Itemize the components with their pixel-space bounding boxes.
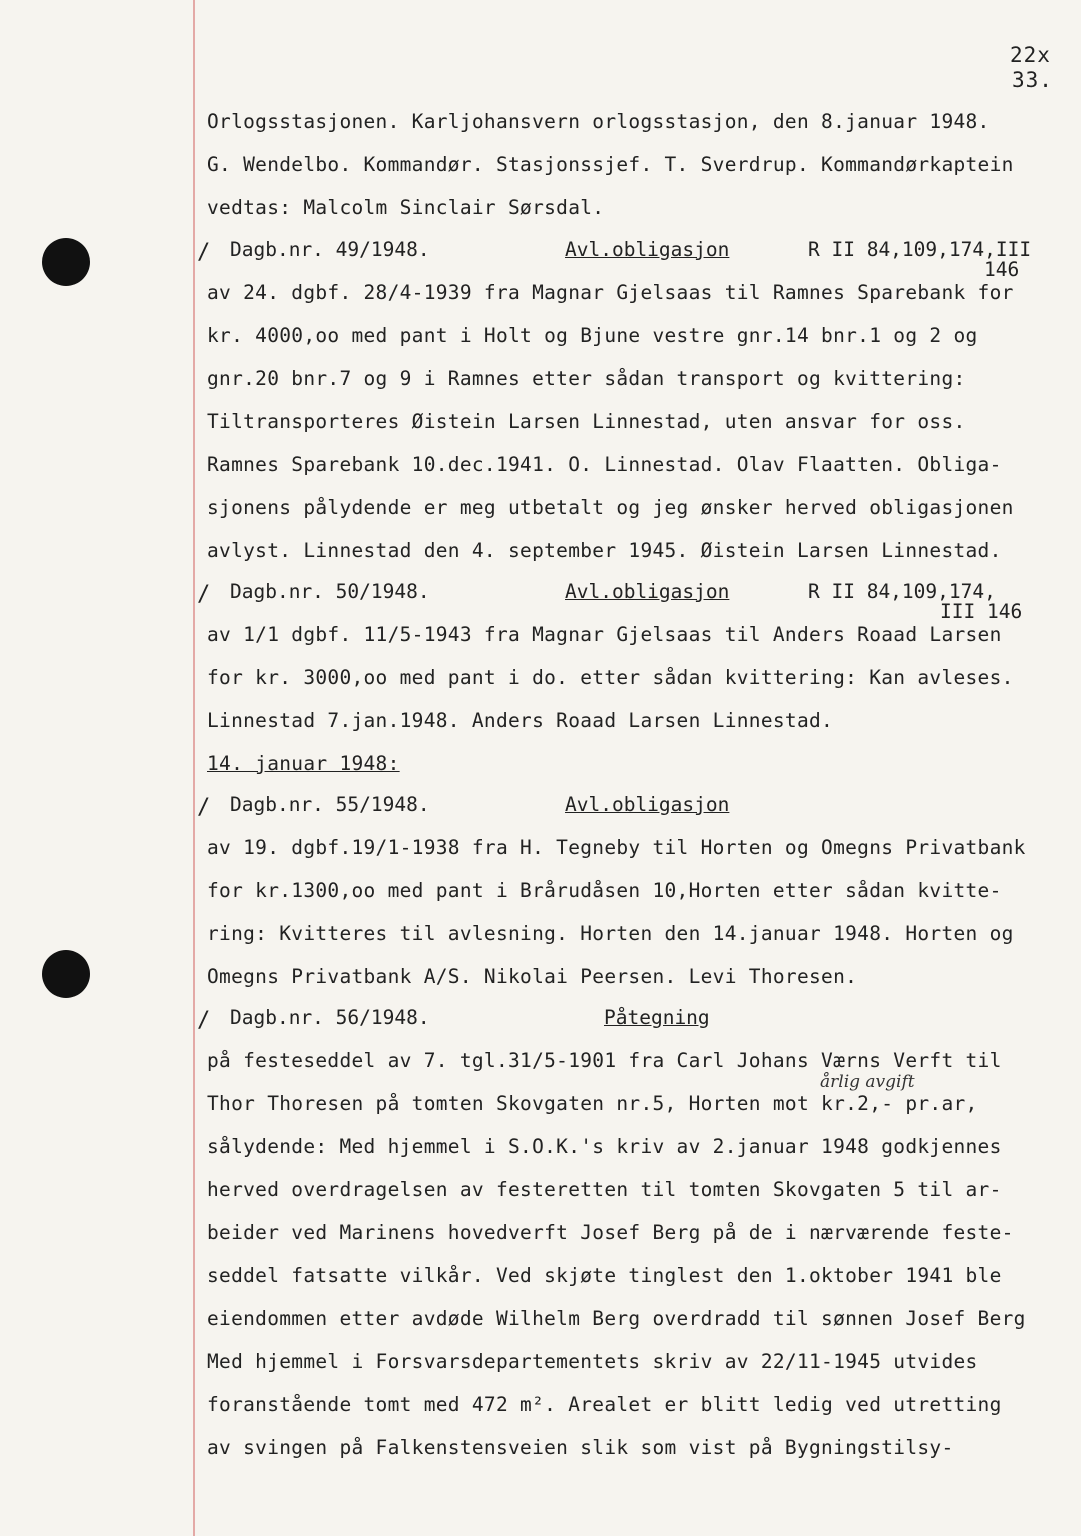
margin-line [193, 0, 195, 1536]
text-line: herved overdragelsen av festeretten til tomten Skovgaten 5 til ar- [207, 1178, 1002, 1201]
text-line: kr. 4000,oo med pant i Holt og Bjune vestre gnr.14 bnr.1 og 2 og [207, 324, 978, 347]
binder-hole [42, 238, 90, 286]
text-line: av svingen på Falkenstensveien slik som vist på Bygningstilsy- [207, 1436, 954, 1459]
text-line: G. Wendelbo. Kommandør. Stasjonssjef. T. Sverdrup. Kommandørkaptein [207, 153, 1014, 176]
check-mark: / [197, 1008, 211, 1033]
check-mark: / [197, 240, 211, 265]
text-line: av 1/1 dgbf. 11/5-1943 fra Magnar Gjelsaas til Anders Roaad Larsen [207, 623, 1002, 646]
dagb-number: Dagb.nr. 50/1948. [230, 580, 430, 603]
text-line: for kr.1300,oo med pant i Brårudåsen 10,Horten etter sådan kvitte- [207, 879, 1002, 902]
check-mark: / [197, 795, 211, 820]
register-ref: R II 84,109,174,III [808, 238, 1032, 261]
old-page-number: 22x [1010, 43, 1051, 67]
register-ref: R II 84,109,174, [808, 580, 996, 603]
text-line: Omegns Privatbank A/S. Nikolai Peersen. Levi Thoresen. [207, 965, 858, 988]
text-line: foranstående tomt med 472 m². Arealet er blitt ledig ved utretting [207, 1393, 1002, 1416]
check-mark: / [197, 582, 211, 607]
text-line: vedtas: Malcolm Sinclair Sørsdal. [207, 196, 605, 219]
dagb-number: Dagb.nr. 49/1948. [230, 238, 430, 261]
text-line: seddel fatsatte vilkår. Ved skjøte tinglest den 1.oktober 1941 ble [207, 1264, 1002, 1287]
text-line: Tiltransporteres Øistein Larsen Linnestad, uten ansvar for oss. [207, 410, 966, 433]
text-line: gnr.20 bnr.7 og 9 i Ramnes etter sådan transport og kvittering: [207, 367, 966, 390]
register-ref-2: III 146 [940, 600, 1023, 623]
text-line: Med hjemmel i Forsvarsdepartementets skriv av 22/11-1945 utvides [207, 1350, 978, 1373]
dagb-number: Dagb.nr. 56/1948. [230, 1006, 430, 1029]
text-line: av 24. dgbf. 28/4-1939 fra Magnar Gjelsaas til Ramnes Sparebank for [207, 281, 1014, 304]
text-line: ring: Kvitteres til avlesning. Horten den 14.januar 1948. Horten og [207, 922, 1014, 945]
entry-title: Avl.obligasjon [565, 580, 730, 603]
binder-hole [42, 950, 90, 998]
date-heading: 14. januar 1948: [207, 752, 400, 775]
text-line: Ramnes Sparebank 10.dec.1941. O. Linnestad. Olav Flaatten. Obliga- [207, 453, 1002, 476]
page-number: 33. [1012, 68, 1053, 92]
entry-title: Avl.obligasjon [565, 238, 730, 261]
entry-title: Påtegning [604, 1006, 710, 1029]
text-line: Thor Thoresen på tomten Skovgaten nr.5, Horten mot kr.2,- pr.ar, [207, 1092, 978, 1115]
text-line: av 19. dgbf.19/1-1938 fra H. Tegneby til Horten og Omegns Privatbank [207, 836, 1026, 859]
register-ref-2: 146 [984, 258, 1020, 281]
text-line: eiendommen etter avdøde Wilhelm Berg overdradd til sønnen Josef Berg [207, 1307, 1026, 1330]
text-line: sjonens pålydende er meg utbetalt og jeg ønsker herved obligasjonen [207, 496, 1014, 519]
text-line: for kr. 3000,oo med pant i do. etter sådan kvittering: Kan avleses. [207, 666, 1014, 689]
dagb-number: Dagb.nr. 55/1948. [230, 793, 430, 816]
text-line: Orlogsstasjonen. Karljohansvern orlogsstasjon, den 8.januar 1948. [207, 110, 990, 133]
handwritten-note: årlig avgift [820, 1072, 915, 1092]
text-line: sålydende: Med hjemmel i S.O.K.'s kriv av 2.januar 1948 godkjennes [207, 1135, 1002, 1158]
text-line: beider ved Marinens hovedverft Josef Berg på de i nærværende feste- [207, 1221, 1014, 1244]
text-line: Linnestad 7.jan.1948. Anders Roaad Larsen Linnestad. [207, 709, 834, 732]
text-line: på festeseddel av 7. tgl.31/5-1901 fra Carl Johans Værns Verft til [207, 1049, 1002, 1072]
text-line: avlyst. Linnestad den 4. september 1945. Øistein Larsen Linnestad. [207, 539, 1002, 562]
entry-title: Avl.obligasjon [565, 793, 730, 816]
